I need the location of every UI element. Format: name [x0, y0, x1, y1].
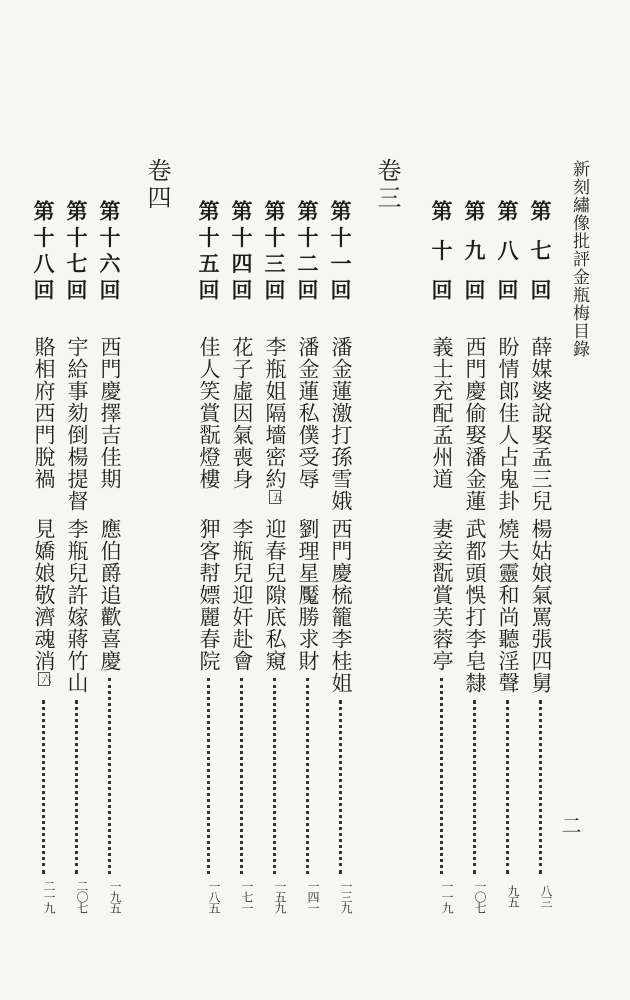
chapter-number: 第十七回	[64, 200, 89, 300]
chapter-title-1	[99, 336, 120, 490]
page-number: 一四一	[306, 879, 320, 913]
chapter-title-1	[330, 336, 351, 512]
dot-leader	[240, 678, 243, 874]
dot-leader	[42, 700, 45, 874]
chapter-title-2	[297, 518, 318, 672]
chapter-number: 第十二回	[295, 200, 320, 300]
chapter-title-1-text: 李瓶姐隔墻密約	[263, 336, 287, 490]
chapter-title-1	[66, 336, 87, 512]
chapter-title-1-text: 盼情郎佳人占鬼卦	[496, 336, 520, 512]
dot-leader	[473, 700, 476, 874]
chapter-title-2-text: 見嬌娘敬濟魂消	[32, 518, 56, 672]
chapter-title-1	[264, 336, 285, 504]
chapter-title-2	[66, 518, 87, 694]
chapter-title-2-text: 李瓶兒迎奸赴會	[230, 518, 254, 672]
chapter-title-1-text: 宇給事劾倒楊提督	[65, 336, 89, 512]
chapter-title-2	[264, 518, 285, 672]
chapter-title-1-text: 薛媒婆說娶孟三兒	[529, 336, 553, 512]
chapter-title-1-text: 潘金蓮激打孫雪娥	[329, 336, 353, 512]
chapter-number: 第八回	[495, 200, 520, 300]
chapter-title-1-text: 西門慶偷娶潘金蓮	[463, 336, 487, 512]
chapter-title-2-text: 狎客幇嫖麗春院	[197, 518, 221, 672]
dot-leader	[75, 700, 78, 874]
chapter-title-1-text: 佳人笑賞翫燈樓	[197, 336, 221, 490]
chapter-title-1-text: 西門慶擇吉佳期	[98, 336, 122, 490]
chapter-title-2	[497, 518, 518, 694]
chapter-title-1	[33, 336, 54, 490]
volume-note: 五	[270, 492, 281, 502]
chapter-title-1	[464, 336, 485, 512]
chapter-title-2-text: 楊姑娘氣罵張四舅	[529, 518, 553, 694]
page-number: 一九五	[108, 879, 122, 913]
volume-heading-4: 卷四	[143, 158, 171, 212]
dot-leader	[339, 700, 342, 874]
chapter-number: 第十回	[429, 200, 454, 300]
chapter-number: 第九回	[462, 200, 487, 300]
page-number: 二〇七	[75, 879, 89, 913]
volume-note: 六	[39, 674, 50, 684]
chapter-title-1	[431, 336, 452, 490]
page-number: 一五九	[273, 879, 287, 913]
dot-leader	[306, 678, 309, 874]
dot-leader	[506, 700, 509, 874]
chapter-title-1-text: 潘金蓮私僕受辱	[296, 336, 320, 490]
chapter-title-2	[99, 518, 120, 672]
chapter-title-2	[198, 518, 219, 672]
page-number: 一一九	[440, 879, 454, 913]
chapter-number: 第十五回	[196, 200, 221, 300]
volume-heading-3: 卷三	[373, 158, 401, 212]
chapter-title-2-text: 燒夫靈和尚聽淫聲	[496, 518, 520, 694]
chapter-title-2-text: 西門慶梳籠李桂姐	[329, 518, 353, 694]
chapter-number: 第七回	[528, 200, 553, 300]
dot-leader	[440, 678, 443, 874]
chapter-title-2	[231, 518, 252, 672]
chapter-number: 第十八回	[31, 200, 56, 300]
chapter-title-2	[431, 518, 452, 672]
chapter-title-1	[198, 336, 219, 490]
chapter-title-1	[497, 336, 518, 512]
dot-leader	[108, 678, 111, 874]
page-number: 一八五	[207, 879, 221, 913]
chapter-title-1-text: 花子虛因氣喪身	[230, 336, 254, 490]
chapter-title-2-text: 李瓶兒許嫁蔣竹山	[65, 518, 89, 694]
chapter-title-2	[464, 518, 485, 694]
chapter-title-2	[33, 518, 54, 686]
chapter-title-2-text: 應伯爵追歡喜慶	[98, 518, 122, 672]
page-number: 一〇七	[473, 879, 487, 913]
chapter-title-2-text: 武都頭悞打李皂隸	[463, 518, 487, 694]
chapter-title-1-text: 賂相府西門脫禍	[32, 336, 56, 490]
chapter-number: 第十四回	[229, 200, 254, 300]
chapter-title-2-text: 妻妾翫賞芙蓉亭	[430, 518, 454, 672]
chapter-title-2	[530, 518, 551, 694]
page-number: 八三	[539, 885, 553, 907]
chapter-title-1-text: 義士充配孟州道	[430, 336, 454, 490]
dot-leader	[539, 700, 542, 874]
chapter-title-2	[330, 518, 351, 694]
folio-number: 二	[558, 815, 582, 835]
page-number: 一三九	[339, 879, 353, 913]
chapter-title-1	[297, 336, 318, 490]
chapter-title-2-text: 迎春兒隙底私窺	[263, 518, 287, 672]
book-title: 新刻繡像批評金瓶梅目錄	[569, 160, 589, 358]
chapter-number: 第十六回	[97, 200, 122, 300]
chapter-title-1	[231, 336, 252, 490]
chapter-title-2-text: 劉理星魘勝求財	[296, 518, 320, 672]
chapter-number: 第十一回	[328, 200, 353, 300]
page-number: 九五	[506, 885, 520, 907]
page-number: 二一九	[42, 879, 56, 913]
dot-leader	[273, 678, 276, 874]
chapter-title-1	[530, 336, 551, 512]
chapter-number: 第十三回	[262, 200, 287, 300]
page-number: 一七一	[240, 879, 254, 913]
dot-leader	[207, 678, 210, 874]
